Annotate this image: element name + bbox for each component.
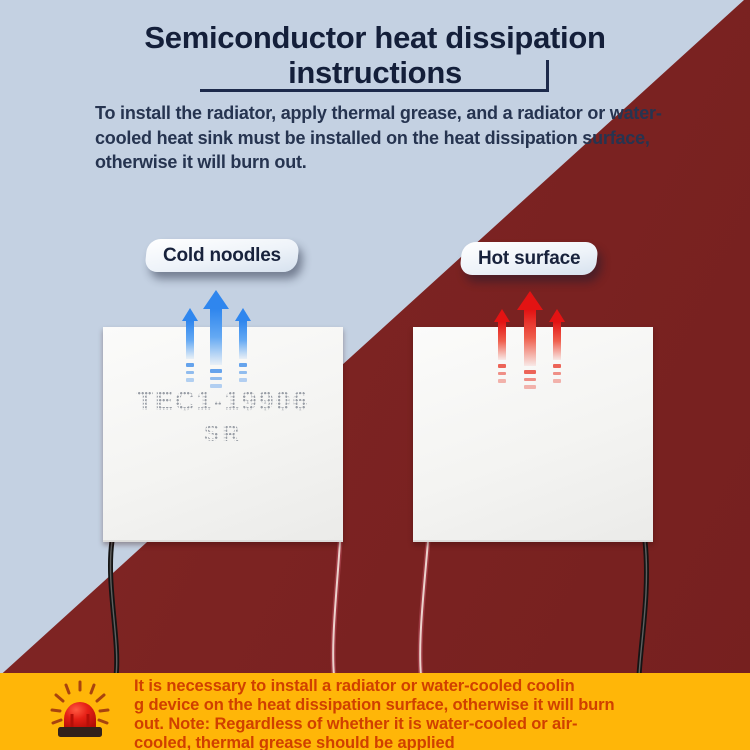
arrow-head — [235, 308, 251, 321]
cold-up-arrow-icon — [203, 290, 229, 388]
arrow-body — [553, 322, 561, 360]
arrow-head — [549, 309, 565, 322]
module-marking-line-2: SR — [103, 419, 343, 448]
arrow-body — [524, 310, 536, 366]
arrow-body — [210, 309, 222, 365]
hot-up-arrow-icon — [549, 309, 565, 383]
cold-up-arrow-icon — [235, 308, 251, 382]
title-line-1: Semiconductor heat dissipation — [144, 20, 606, 55]
cold-up-arrow-icon — [182, 308, 198, 382]
arrow-body — [239, 321, 247, 359]
intro-line-1: To install the radiator, apply thermal grease, and a radiator or water- — [95, 103, 662, 123]
arrow-head — [494, 309, 510, 322]
hot-side-label — [459, 242, 599, 275]
warning-line-3: out. Note: Regardless of whether it is water-cooled or air- — [134, 714, 578, 733]
warning-banner — [0, 673, 750, 750]
arrow-head — [182, 308, 198, 321]
hot-up-arrow-icon — [517, 291, 543, 389]
arrow-head — [203, 290, 229, 309]
intro-line-2: cooled heat sink must be installed on the heat dissipation surface, — [95, 127, 650, 148]
warning-line-4: cooled, thermal grease should be applied — [134, 733, 455, 750]
module-marking — [103, 385, 343, 448]
intro-line-3: otherwise it will burn out. — [95, 152, 307, 172]
title-line-2: instructions — [288, 55, 462, 91]
arrow-head — [517, 291, 543, 310]
hot-side-label-text: Hot surface — [478, 248, 581, 269]
warning-text — [134, 677, 614, 750]
warning-line-2: g device on the heat dissipation surface, otherwise it will burn — [134, 695, 615, 714]
arrow-body — [186, 321, 194, 359]
hot-up-arrow-icon — [494, 309, 510, 383]
cold-side-label — [144, 239, 299, 272]
siren-icon — [50, 678, 110, 742]
page-title — [0, 20, 750, 91]
warning-line-1: It is necessary to install a radiator or water-cooled coolin — [134, 677, 575, 695]
module-marking-line-1: TEC1-19906 — [103, 385, 343, 419]
intro-text — [95, 101, 662, 175]
cold-side-label-text: Cold noodles — [163, 245, 281, 266]
arrow-body — [498, 322, 506, 360]
